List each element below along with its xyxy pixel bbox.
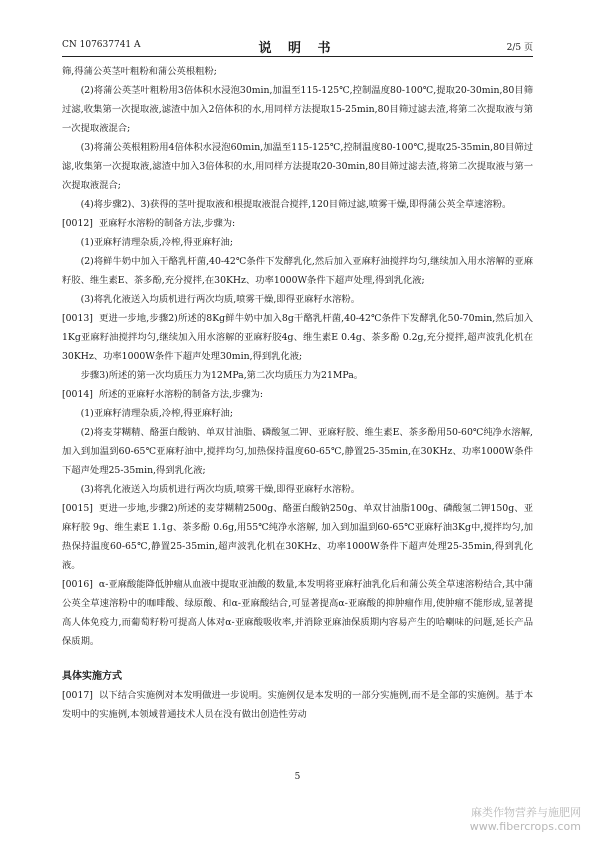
numbered-paragraph: [62, 214, 533, 233]
paragraph-text: 以下结合实施例对本发明做进一步说明。实施例仅是本发明的一部分实施例,而不是全部的实施例。基于本发明中的实施例,本领域普通技术人员在没有做出创造性劳动: [62, 690, 533, 720]
body-text: (1)亚麻籽清理杂质,冷榨,得亚麻籽油;: [80, 408, 233, 419]
numbered-paragraph: [62, 686, 533, 724]
body-text: 筛,得蒲公英茎叶粗粉和蒲公英根粗粉;: [62, 66, 217, 77]
paragraph-text: 更进一步地,步骤2)所述的8Kg鲜牛奶中加入8g干酪乳杆菌,40-42℃条件下发酵乳化50-70min,然后加入1Kg亚麻籽油搅拌均匀,继续加入用水溶解的亚麻籽胶4g、维生素E 0.4g、茶多酚 0.2g,充分搅拌,超声波乳化机在30KHz、功率1000W条件下超声处理30min,得到乳化液;: [62, 313, 533, 362]
numbered-paragraph: [62, 385, 533, 404]
document-body: [62, 62, 533, 724]
watermark: [470, 806, 581, 834]
body-text: (1)亚麻籽清理杂质,冷榨,得亚麻籽油;: [80, 237, 233, 248]
document-title: 说 明 书: [258, 41, 337, 56]
body-text: (3)将乳化液送入均质机进行两次均质,喷雾干燥,即得亚麻籽水溶粉。: [80, 294, 360, 305]
paragraph-number: [0015]: [62, 503, 93, 514]
paragraph-text: α-亚麻酸能降低肿瘤从血液中提取亚油酸的数量,本发明将亚麻籽油乳化后和蒲公英全草速溶粉结合,其中蒲公英全草速溶粉中的咖啡酸、绿原酸、和α-亚麻酸结合,可显著提高α-亚麻酸的抑肿瘤作用,使肿瘤不能形成,显著提高人体免疫力,而葡萄籽粉可提高人体对α-亚麻酸吸收率,并消除亚麻油保质期内容易产生的哈喇味的问题,延长产品保质期。: [62, 579, 533, 647]
paragraph-number: [0013]: [62, 313, 93, 324]
page-indicator: 2/5 页: [506, 43, 533, 53]
section-heading: 具体实施方式: [62, 671, 122, 682]
paragraph-text: 亚麻籽水溶粉的制备方法,步骤为:: [98, 218, 236, 229]
paragraph-number: [0014]: [62, 389, 93, 400]
numbered-paragraph: [62, 499, 533, 575]
page-number: 5: [294, 772, 301, 782]
watermark-url: www.fibercrops.com: [469, 820, 581, 833]
paragraph-text: 所述的亚麻籽水溶粉的制备方法,步骤为:: [98, 389, 264, 400]
patent-number: CN 107637741 A: [62, 40, 141, 50]
body-text: (2)将麦芽糊精、酪蛋白酸钠、单双甘油脂、磷酸氢二钾、亚麻籽胶、维生素E、茶多酚用50-60℃纯净水溶解,加入到加温到60-65℃亚麻籽油中,搅拌均匀,加热保持温度60-65℃,静置25-35min,在30KHz、功率1000W条件下超声处理25-35min,得到乳化液;: [62, 427, 533, 476]
body-text: (2)将鲜牛奶中加入干酪乳杆菌,40-42℃条件下发酵乳化,然后加入亚麻籽油搅拌均匀,继续加入用水溶解的亚麻籽胶、维生素E、茶多酚,充分搅拌,在30KHz、功率1000W条件下超声处理,得到乳化液;: [62, 256, 533, 286]
paragraph-text: 更进一步地,步骤2)所述的麦芽糊精2500g、酪蛋白酸钠250g、单双甘油脂100g、磷酸氢二钾150g、亚麻籽胶 9g、维生素E 1.1g、茶多酚 0.6g,用55℃纯净水溶解, 加入到加温到60-65℃亚麻籽油3Kg中,搅拌均匀,加热保持温度60-65℃,静置25-35min,超声波乳化机在30KHz、功率1000W条件下超声处理25-35min,得到乳化液。: [62, 503, 533, 571]
body-text: (3)将蒲公英根粗粉用4倍体积水浸泡60min,加温至115-125℃,控制温度80-100℃,提取25-35min,80目筛过滤,收集第一次提取液,滤渣中加入3倍体积的水,用同样方法提取20-30min,80目筛过滤去渣,将第二次提取液与第一次提取液混合;: [62, 142, 533, 191]
numbered-paragraph: [62, 575, 533, 651]
body-text: (3)将乳化液送入均质机进行两次均质,喷雾干燥,即得亚麻籽水溶粉。: [80, 484, 360, 495]
numbered-paragraph: [62, 309, 533, 366]
paragraph-number: [0017]: [62, 690, 93, 701]
page-header: [62, 36, 533, 57]
paragraph-number: [0012]: [62, 218, 93, 229]
body-text: (2)将蒲公英茎叶粗粉用3倍体积水浸泡30min,加温至115-125℃,控制温度80-100℃,提取20-30min,80目筛过滤,收集第一次提取液,滤渣中加入2倍体积的水,用同样方法提取15-25min,80目筛过滤去渣,将第二次提取液与第一次提取液混合;: [62, 85, 533, 134]
paragraph-number: [0016]: [62, 579, 93, 590]
body-text: 步骤3)所述的第一次均质压力为12MPa,第二次均质压力为21MPa。: [80, 370, 364, 381]
body-text: (4)将步骤2)、3)获得的茎叶提取液和根提取液混合搅拌,120目筛过滤,喷雾干燥,即得蒲公英全草速溶粉。: [80, 199, 512, 210]
watermark-line: 麻类作物营养与施肥网: [471, 806, 581, 819]
